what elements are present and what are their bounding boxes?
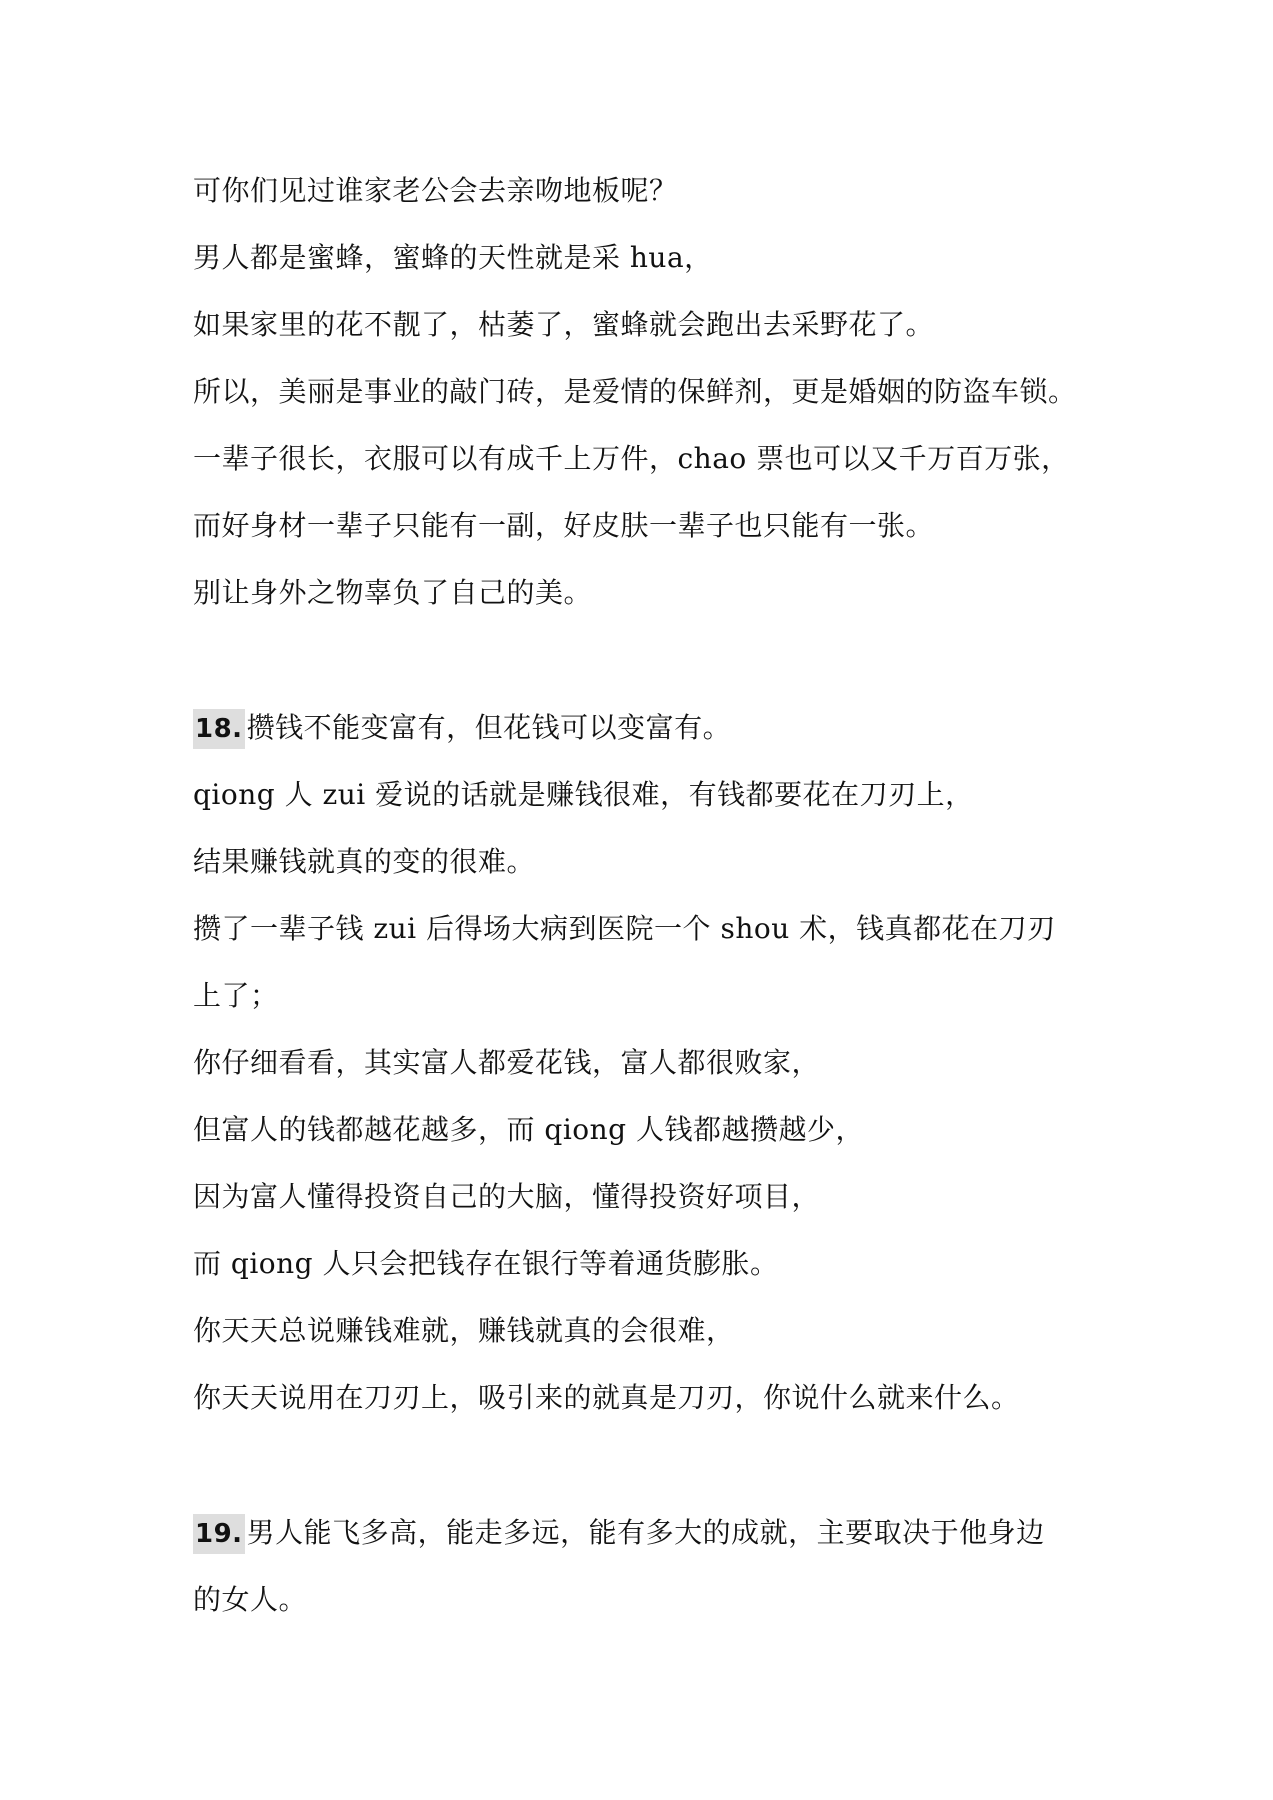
text-line: 所以，美丽是事业的敲门砖，是爱情的保鲜剂，更是婚姻的防盗车锁。 bbox=[193, 375, 1077, 408]
heading-text: 攒钱不能变富有，但花钱可以变富有。 bbox=[246, 711, 732, 744]
section-heading bbox=[193, 708, 1093, 748]
text-line: 攒了一辈子钱 zui 后得场大病到医院一个 shou 术，钱真都花在刀刃 bbox=[193, 912, 1056, 945]
heading-text: 男人能飞多高，能走多远，能有多大的成就，主要取决于他身边 bbox=[246, 1516, 1045, 1549]
text-line: 上了； bbox=[193, 979, 279, 1012]
text-line: 你仔细看看，其实富人都爱花钱，富人都很败家， bbox=[193, 1046, 821, 1079]
text-line: 而 qiong 人只会把钱存在银行等着通货膨胀。 bbox=[193, 1247, 779, 1280]
section-number: 18. bbox=[193, 709, 245, 749]
text-line: 别让身外之物辜负了自己的美。 bbox=[193, 576, 593, 609]
text-line: 可你们见过谁家老公会去亲吻地板呢？ bbox=[193, 174, 678, 207]
text-line: 如果家里的花不靓了，枯萎了，蜜蜂就会跑出去采野花了。 bbox=[193, 308, 935, 341]
text-line: 的女人。 bbox=[193, 1583, 308, 1616]
text-line: 男人都是蜜蜂，蜜蜂的天性就是采 hua， bbox=[193, 241, 713, 274]
text-line: 一辈子很长，衣服可以有成千上万件，chao 票也可以又千万百万张， bbox=[193, 442, 1070, 475]
text-line: 你天天总说赚钱难就，赚钱就真的会很难， bbox=[193, 1314, 735, 1347]
text-line: 结果赚钱就真的变的很难。 bbox=[193, 845, 536, 878]
text-line: 因为富人懂得投资自己的大脑，懂得投资好项目， bbox=[193, 1180, 821, 1213]
section-number: 19. bbox=[193, 1514, 245, 1554]
section-heading bbox=[193, 1513, 1093, 1553]
text-line: 你天天说用在刀刃上，吸引来的就真是刀刃，你说什么就来什么。 bbox=[193, 1381, 1020, 1414]
text-line: qiong 人 zui 爱说的话就是赚钱很难，有钱都要花在刀刃上， bbox=[193, 778, 974, 811]
text-line: 但富人的钱都越花越多，而 qiong 人钱都越攒越少， bbox=[193, 1113, 864, 1146]
text-line: 而好身材一辈子只能有一副，好皮肤一辈子也只能有一张。 bbox=[193, 509, 935, 542]
